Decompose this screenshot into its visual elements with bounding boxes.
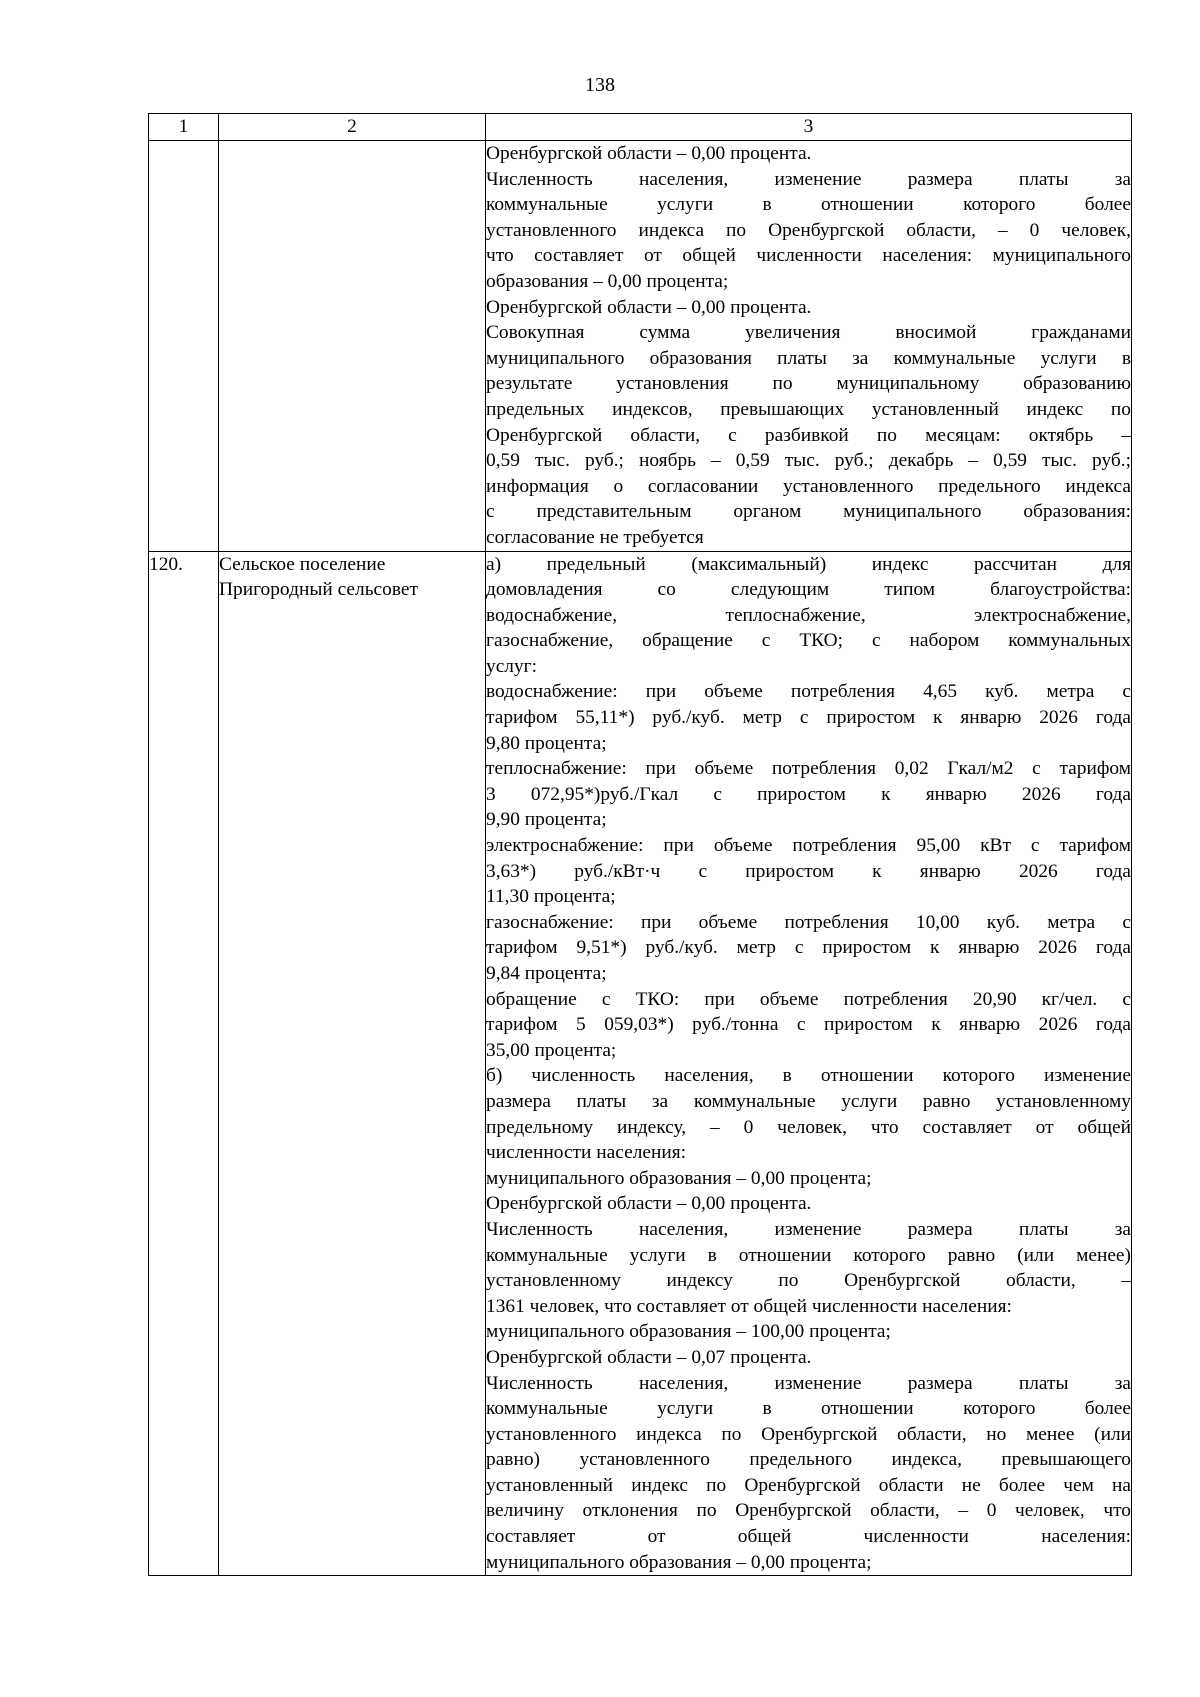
data-table <box>148 113 1132 1576</box>
table-header-row <box>149 114 1132 141</box>
table-row-continued <box>149 141 1132 552</box>
text-line: информация о согласовании установленного предельного индекса <box>486 475 1131 497</box>
settlement-name <box>219 551 486 1576</box>
text-line: коммунальные услуги в отношении которого равно (или менее) <box>486 1244 1131 1266</box>
text-line: тарифом 9,51*) руб./куб. метр с приростом к январю 2026 года <box>486 937 1131 959</box>
text-line: результате установления по муниципальному образованию <box>486 373 1131 395</box>
text-line: 0,59 тыс. руб.; ноябрь – 0,59 тыс. руб.; декабрь – 0,59 тыс. руб.; <box>486 450 1131 472</box>
text-line: электроснабжение: при объеме потребления 95,00 кВт с тарифом <box>486 835 1131 857</box>
text-line: Численность населения, изменение размера платы за <box>486 1218 1131 1240</box>
text-line: 9,80 процента; <box>486 732 607 754</box>
row-number-cell <box>149 141 219 552</box>
text-line: Численность населения, изменение размера платы за <box>486 168 1131 190</box>
text-line: образования – 0,00 процента; <box>486 270 729 292</box>
text-line: Оренбургской области – 0,07 процента. <box>486 1346 812 1368</box>
text-line: водоснабжение: при объеме потребления 4,65 куб. метра с <box>486 681 1131 703</box>
settlement-name-line-1: Сельское поселение <box>219 553 386 575</box>
header-col-3: 3 <box>486 114 1132 141</box>
text-line: 3,63*) руб./кВт·ч с приростом к январю 2026 года <box>486 860 1131 882</box>
text-line: тарифом 5 059,03*) руб./тонна с приростом к январю 2026 года <box>486 1014 1131 1036</box>
text-line: Оренбургской области, с разбивкой по месяцам: октябрь – <box>486 424 1131 446</box>
row-text-cell <box>486 141 1132 552</box>
text-line: численности населения: <box>486 1142 687 1164</box>
row-name-cell <box>219 141 486 552</box>
text-line: установленный индекс по Оренбургской области не более чем на <box>486 1474 1131 1496</box>
text-line: с представительным органом муниципального образования: <box>486 501 1131 523</box>
text-line: Оренбургской области – 0,00 процента. <box>486 296 812 318</box>
text-line: 35,00 процента; <box>486 1039 617 1061</box>
text-line: муниципального образования – 0,00 процента; <box>486 1551 872 1573</box>
text-line: 9,90 процента; <box>486 809 607 831</box>
text-line: 11,30 процента; <box>486 886 616 908</box>
text-line: муниципального образования – 100,00 процента; <box>486 1321 891 1343</box>
text-line: установленного индекса по Оренбургской области, – 0 человек, <box>486 219 1131 241</box>
text-line: тарифом 55,11*) руб./куб. метр с приростом к январю 2026 года <box>486 707 1131 729</box>
text-line: домовладения со следующим типом благоустройства: <box>486 579 1131 601</box>
text-line: 1361 человек, что составляет от общей численности населения: <box>486 1295 1012 1317</box>
text-block-continued <box>486 141 1131 551</box>
text-block-120 <box>486 552 1131 1576</box>
row-text-cell <box>486 551 1132 1576</box>
text-line: а) предельный (максимальный) индекс рассчитан для <box>486 553 1131 575</box>
text-line: Оренбургской области – 0,00 процента. <box>486 1193 812 1215</box>
text-line: услуг: <box>486 655 538 677</box>
text-line: Численность населения, изменение размера платы за <box>486 1372 1131 1394</box>
page-number: 138 <box>585 74 615 96</box>
text-line: размера платы за коммунальные услуги равно установленному <box>486 1090 1131 1112</box>
text-line: Совокупная сумма увеличения вносимой гражданами <box>486 322 1131 344</box>
text-line: коммунальные услуги в отношении которого более <box>486 194 1131 216</box>
text-line: обращение с ТКО: при объеме потребления 20,90 кг/чел. с <box>486 988 1131 1010</box>
text-line: водоснабжение, теплоснабжение, электроснабжение, <box>486 604 1131 626</box>
text-line: предельных индексов, превышающих установленный индекс по <box>486 398 1131 420</box>
header-col-1: 1 <box>149 114 219 141</box>
text-line: 3 072,95*)руб./Гкал с приростом к январю 2026 года <box>486 783 1131 805</box>
text-line: муниципального образования – 0,00 процента; <box>486 1167 872 1189</box>
table-row-120 <box>149 551 1132 1576</box>
header-col-2: 2 <box>219 114 486 141</box>
text-line: согласование не требуется <box>486 526 704 548</box>
text-line: теплоснабжение: при объеме потребления 0,02 Гкал/м2 с тарифом <box>486 758 1131 780</box>
text-line: муниципального образования платы за коммунальные услуги в <box>486 347 1131 369</box>
text-line: установленному индексу по Оренбургской области, – <box>486 1270 1131 1292</box>
text-line: установленного индекса по Оренбургской области, но менее (или <box>486 1423 1131 1445</box>
text-line: предельному индексу, – 0 человек, что составляет от общей <box>486 1116 1131 1138</box>
text-line: величину отклонения по Оренбургской области, – 0 человек, что <box>486 1500 1131 1522</box>
text-line: равно) установленного предельного индекса, превышающего <box>486 1449 1131 1471</box>
text-line: газоснабжение: при объеме потребления 10,00 куб. метра с <box>486 911 1131 933</box>
text-line: газоснабжение, обращение с ТКО; с набором коммунальных <box>486 630 1131 652</box>
text-line: составляет от общей численности населения: <box>486 1526 1131 1548</box>
text-line: что составляет от общей численности населения: муниципального <box>486 245 1131 267</box>
text-line: б) численность населения, в отношении которого изменение <box>486 1065 1131 1087</box>
row-number: 120. <box>149 551 219 1576</box>
settlement-name-line-2: Пригородный сельсовет <box>219 579 418 601</box>
text-line: коммунальные услуги в отношении которого более <box>486 1398 1131 1420</box>
text-line: Оренбургской области – 0,00 процента. <box>486 143 812 164</box>
text-line: 9,84 процента; <box>486 963 607 984</box>
